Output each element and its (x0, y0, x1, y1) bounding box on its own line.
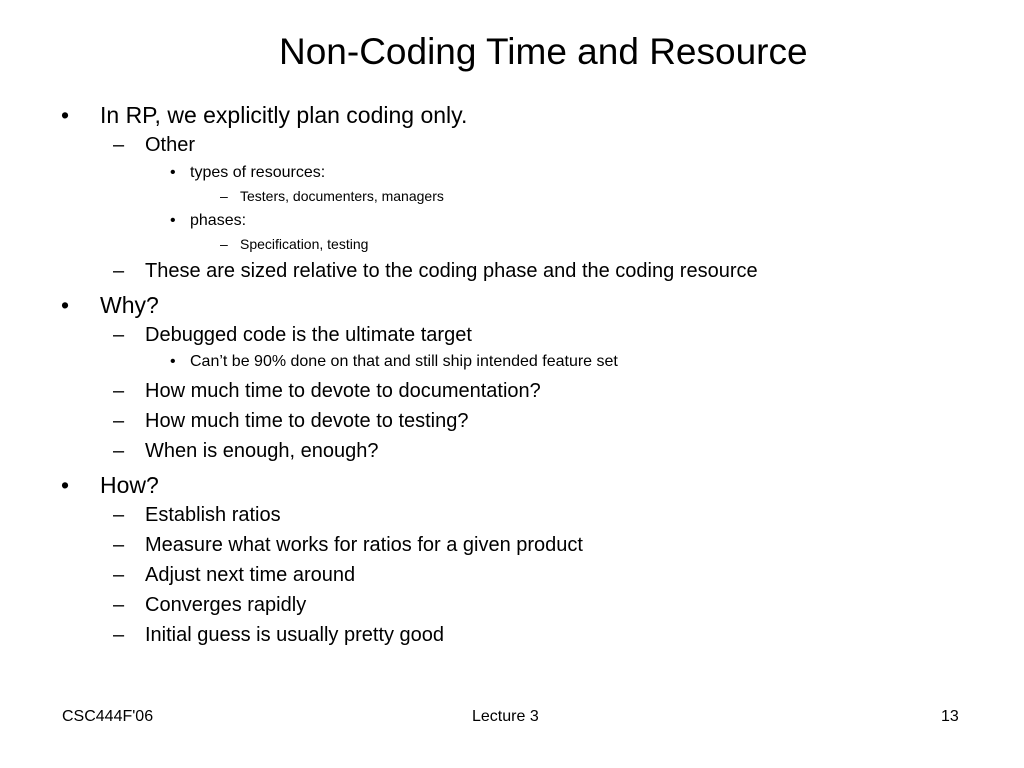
dash-marker: – (113, 410, 125, 432)
bullet-item-level-2 (113, 133, 195, 157)
bullet-text: Initial guess is usually pretty good (145, 624, 445, 646)
bullet-text: Why? (100, 292, 159, 318)
bullet-item-level-4 (220, 235, 368, 253)
dash-marker: – (220, 236, 228, 252)
bullet-text: When is enough, enough? (145, 440, 379, 462)
footer-course: CSC444F'06 (62, 708, 154, 725)
bullet-text: How much time to devote to testing? (145, 410, 469, 432)
bullet-item-level-2 (113, 563, 355, 587)
bullet-item-level-3 (170, 352, 618, 372)
bullet-text: Establish ratios (145, 504, 281, 526)
bullet-item-level-2 (113, 439, 379, 463)
dash-marker: – (113, 260, 125, 282)
bullet-text: Adjust next time around (145, 564, 356, 586)
bullet-marker: • (170, 212, 176, 229)
dash-marker: – (113, 594, 125, 616)
bullet-item-level-1 (61, 291, 159, 319)
dash-marker: – (113, 380, 125, 402)
bullet-item-level-2 (113, 593, 306, 617)
dash-marker: – (113, 134, 125, 156)
bullet-marker: • (61, 102, 70, 128)
bullet-text: Measure what works for ratios for a given product (145, 534, 583, 556)
bullet-text: How much time to devote to documentation? (145, 380, 541, 402)
footer-lecture: Lecture 3 (472, 708, 539, 725)
bullet-text: Can’t be 90% done on that and still ship intended feature set (190, 353, 618, 370)
bullet-item-level-2 (113, 379, 541, 403)
bullet-text: phases: (190, 212, 247, 229)
bullet-text: These are sized relative to the coding phase and the coding resource (145, 260, 758, 282)
bullet-item-level-2 (113, 503, 281, 527)
dash-marker: – (113, 504, 125, 526)
bullet-text: Debugged code is the ultimate target (145, 324, 472, 346)
slide-title: Non-Coding Time and Resource (279, 31, 808, 72)
bullet-item-level-1 (61, 471, 159, 499)
bullet-item-level-4 (220, 187, 444, 205)
dash-marker: – (113, 534, 125, 556)
footer-page-number: 13 (941, 708, 959, 725)
bullet-text: In RP, we explicitly plan coding only. (100, 102, 468, 128)
bullet-item-level-1 (61, 101, 467, 129)
bullet-item-level-2 (113, 323, 472, 347)
bullet-text: Other (145, 134, 196, 156)
bullet-text: Converges rapidly (145, 594, 307, 616)
bullet-marker: • (61, 472, 70, 498)
bullet-text: Specification, testing (240, 236, 369, 252)
bullet-marker: • (170, 164, 176, 181)
bullet-item-level-3 (170, 163, 325, 183)
bullet-item-level-2 (113, 623, 444, 647)
dash-marker: – (113, 440, 125, 462)
bullet-marker: • (61, 292, 70, 318)
bullet-marker: • (170, 353, 176, 370)
bullet-item-level-3 (170, 211, 246, 231)
bullet-item-level-2 (113, 259, 758, 283)
dash-marker: – (113, 564, 125, 586)
bullet-text: Testers, documenters, managers (240, 188, 444, 204)
bullet-text: How? (100, 472, 159, 498)
dash-marker: – (220, 188, 228, 204)
dash-marker: – (113, 624, 125, 646)
dash-marker: – (113, 324, 125, 346)
bullet-text: types of resources: (190, 164, 326, 181)
bullet-item-level-2 (113, 533, 583, 557)
bullet-item-level-2 (113, 409, 469, 433)
